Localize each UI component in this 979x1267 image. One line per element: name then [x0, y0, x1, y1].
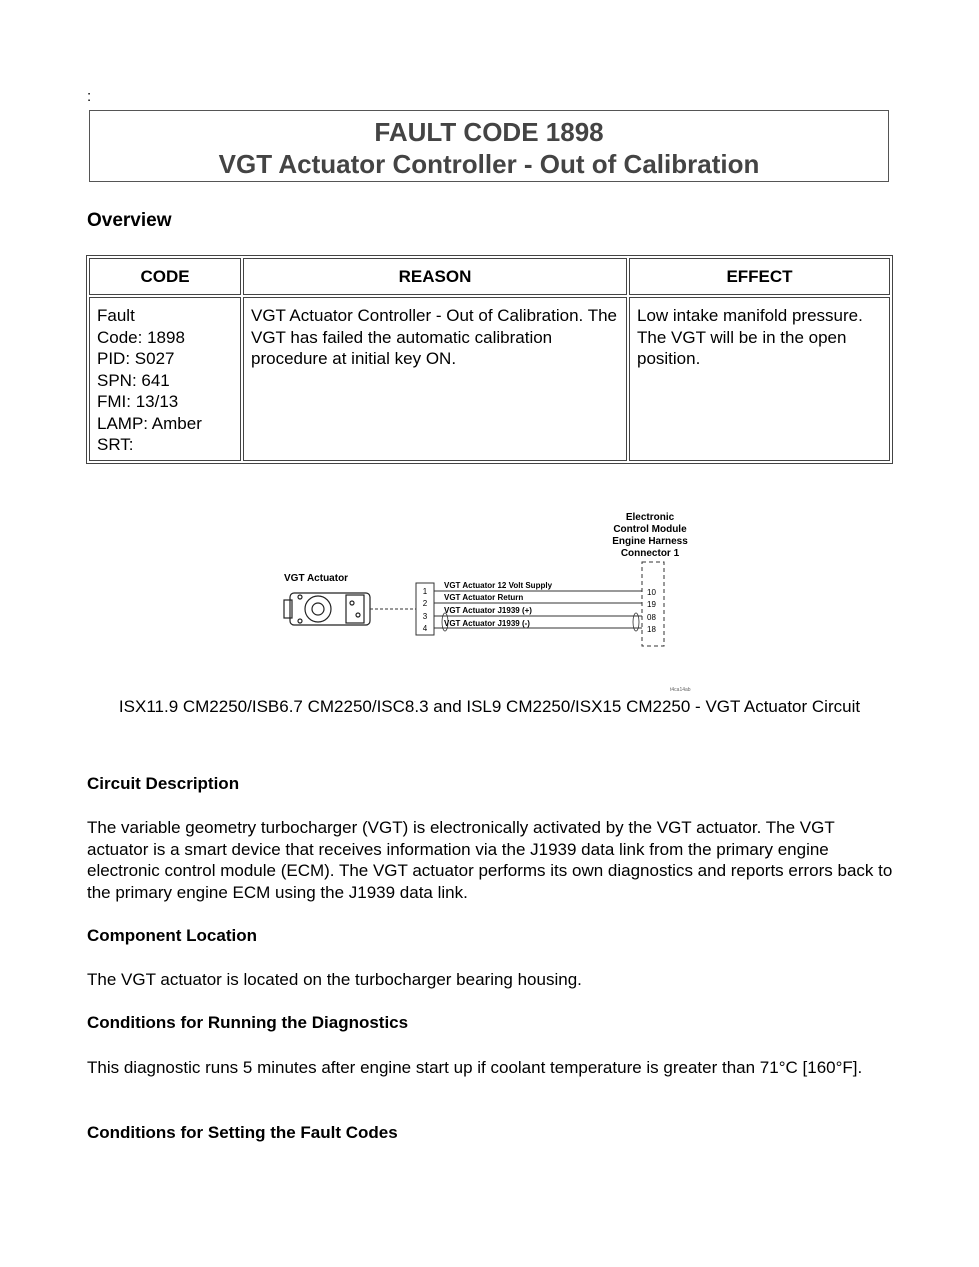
actuator-pin-label: 2	[422, 599, 428, 608]
overview-table	[86, 255, 893, 464]
actuator-pin-label: 3	[422, 612, 428, 621]
diagram-caption: ISX11.9 CM2250/ISB6.7 CM2250/ISC8.3 and ISL9 CM2250/ISX15 CM2250 - VGT Actuator Circuit	[118, 697, 861, 716]
figure-id: t4ca14ab	[670, 687, 691, 693]
setting-fault-codes-heading: Conditions for Setting the Fault Codes	[87, 1123, 398, 1142]
actuator-pin-label: 1	[422, 587, 428, 596]
table-header-row	[89, 258, 890, 295]
ecm-label-line: Electronic	[625, 512, 675, 523]
leading-colon: :	[87, 88, 92, 105]
effect-cell: Low intake manifold pressure. The VGT will be in the open position.	[629, 297, 890, 461]
code-line: SRT:	[97, 435, 134, 454]
column-header-code: CODE	[89, 258, 241, 295]
actuator-pin-label: 4	[422, 624, 428, 633]
ecm-pin-label: 08	[647, 613, 656, 622]
fault-code-title: FAULT CODE 1898	[374, 117, 604, 147]
running-diagnostics-text: This diagnostic runs 5 minutes after engine start up if coolant temperature is greater than 71°C [160°F].	[87, 1058, 863, 1077]
reason-cell: VGT Actuator Controller - Out of Calibration. The VGT has failed the automatic calibration procedure at initial key ON.	[243, 297, 627, 461]
code-cell	[89, 297, 241, 461]
vgt-actuator-circuit-diagram	[270, 505, 710, 695]
ecm-pin-label: 10	[647, 588, 656, 597]
component-location-text: The VGT actuator is located on the turbocharger bearing housing.	[87, 970, 582, 989]
fault-code-subtitle: VGT Actuator Controller - Out of Calibration	[218, 149, 760, 179]
code-line: SPN: 641	[97, 370, 170, 390]
overview-heading: Overview	[87, 210, 172, 231]
component-location-heading: Component Location	[87, 926, 257, 945]
column-header-effect: EFFECT	[629, 258, 890, 295]
wire-label: VGT Actuator 12 Volt Supply	[444, 581, 553, 590]
code-line: Fault	[97, 306, 135, 325]
code-line: LAMP: Amber	[97, 413, 202, 433]
table-row	[89, 297, 890, 461]
circuit-description-text: The variable geometry turbocharger (VGT) is electronically activated by the VGT actuator. The VGT actuator is a smart device that receives information via the J1939 data link from the primary engine electronic control module (ECM). The VGT actuator performs its own diagnostics and reports errors back to the primary engine ECM using the J1939 data link.	[87, 818, 893, 902]
circuit-description-heading: Circuit Description	[87, 774, 240, 793]
wire-label: VGT Actuator J1939 (+)	[444, 606, 532, 615]
running-diagnostics-heading: Conditions for Running the Diagnostics	[87, 1013, 409, 1032]
code-line: FMI: 13/13	[97, 392, 179, 411]
ecm-pin-label: 18	[647, 625, 656, 634]
ecm-pin-label: 19	[647, 600, 656, 609]
ecm-label-line: Control Module	[613, 524, 687, 535]
code-line: Code: 1898	[97, 327, 185, 347]
column-header-reason: REASON	[243, 258, 627, 295]
wire-label: VGT Actuator J1939 (-)	[444, 619, 530, 628]
ecm-label-line: Connector 1	[620, 548, 680, 559]
code-line: PID: S027	[97, 349, 175, 368]
vgt-actuator-icon	[284, 593, 370, 625]
ecm-label-line: Engine Harness	[612, 536, 688, 547]
wire-label: VGT Actuator Return	[444, 593, 524, 602]
fault-title-box	[89, 110, 889, 182]
vgt-actuator-label: VGT Actuator	[284, 573, 349, 584]
